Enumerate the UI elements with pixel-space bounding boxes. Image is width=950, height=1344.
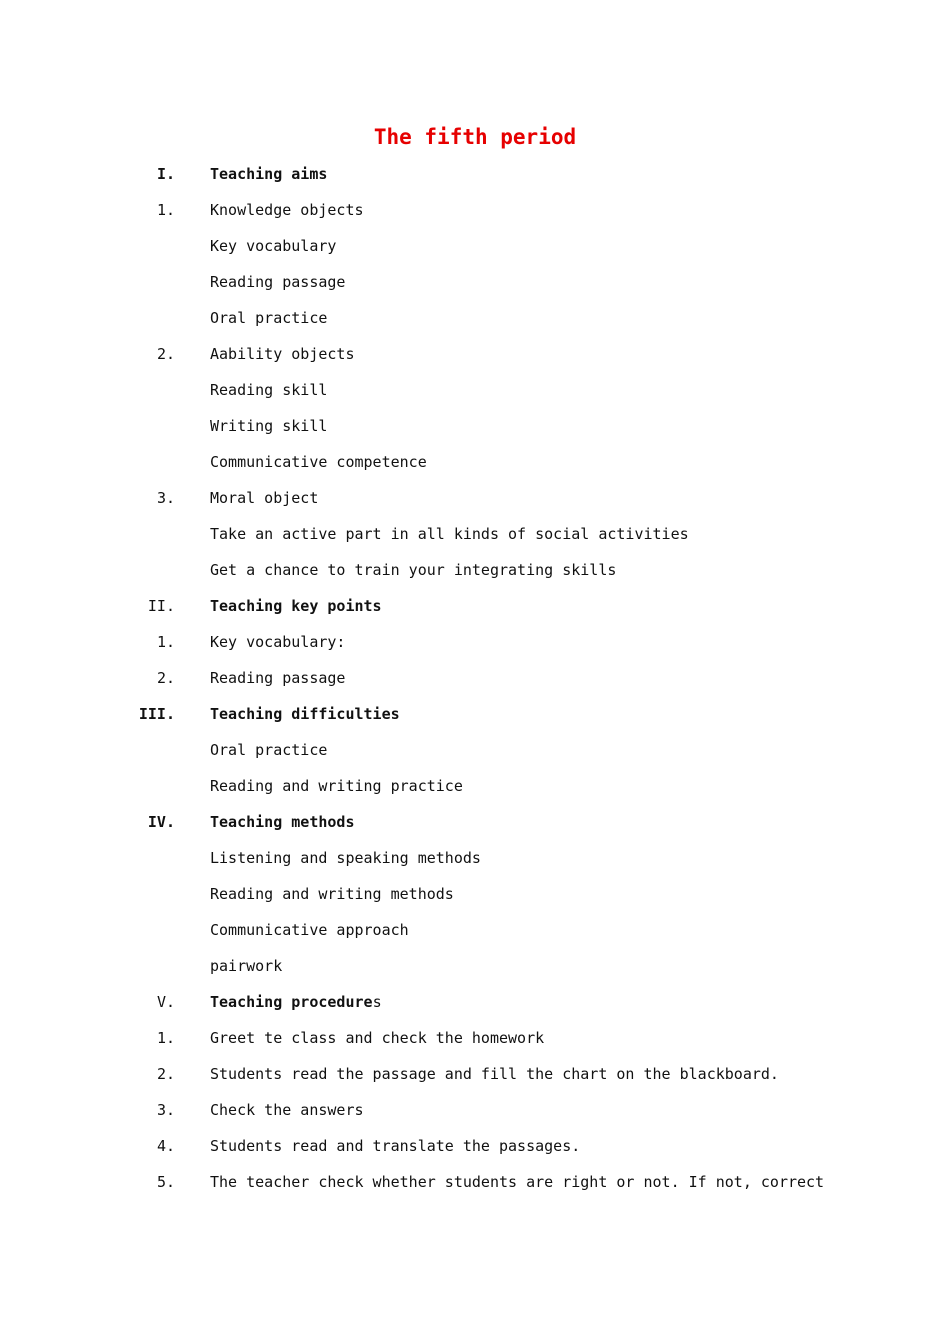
section-title-main: Teaching procedure — [210, 993, 373, 1011]
section-title — [210, 992, 382, 1012]
section-title: Teaching aims — [210, 165, 328, 183]
item-text: Check the answers — [210, 1101, 364, 1119]
item-text: Key vocabulary — [210, 237, 337, 255]
section-number: III. — [138, 705, 175, 723]
item-text: Students read and translate the passages. — [210, 1137, 581, 1155]
item-number: 4. — [156, 1137, 175, 1155]
item-text: The teacher check whether students are right or not. If not, correct — [210, 1173, 825, 1191]
section-number: I. — [156, 165, 175, 183]
item-text: Take an active part in all kinds of social activities — [210, 525, 689, 543]
item-text: Reading and writing practice — [210, 777, 463, 795]
item-number: 3. — [156, 489, 175, 507]
section-title-tail: s — [372, 993, 382, 1011]
item-text: Knowledge objects — [210, 201, 364, 219]
item-text: Get a chance to train your integrating skills — [210, 561, 617, 579]
item-text: Reading and writing methods — [210, 885, 454, 903]
section-title: Teaching key points — [210, 597, 382, 615]
item-number: 1. — [156, 633, 175, 651]
section-number: II. — [147, 597, 175, 615]
item-number: 2. — [156, 345, 175, 363]
section-number: V. — [156, 993, 175, 1011]
item-text: Key vocabulary: — [210, 633, 346, 651]
item-text: Oral practice — [210, 741, 328, 759]
item-number: 2. — [156, 669, 175, 687]
document-title: The fifth period — [373, 125, 577, 149]
section-number: IV. — [147, 813, 175, 831]
item-text: Reading skill — [210, 381, 328, 399]
item-text: Communicative competence — [210, 453, 427, 471]
item-text: pairwork — [210, 957, 283, 975]
item-number: 5. — [156, 1173, 175, 1191]
item-text: Aability objects — [210, 345, 355, 363]
section-title: Teaching methods — [210, 813, 355, 831]
item-text: Reading passage — [210, 669, 346, 687]
item-text: Listening and speaking methods — [210, 849, 481, 867]
item-text: Oral practice — [210, 309, 328, 327]
item-number: 2. — [156, 1065, 175, 1083]
item-number: 3. — [156, 1101, 175, 1119]
item-text: Writing skill — [210, 417, 328, 435]
item-number: 1. — [156, 1029, 175, 1047]
item-text: Reading passage — [210, 273, 346, 291]
item-number: 1. — [156, 201, 175, 219]
item-text: Moral object — [210, 489, 319, 507]
item-text: Greet te class and check the homework — [210, 1029, 545, 1047]
item-text: Communicative approach — [210, 921, 409, 939]
item-text: Students read the passage and fill the chart on the blackboard. — [210, 1065, 779, 1083]
section-title: Teaching difficulties — [210, 705, 400, 723]
